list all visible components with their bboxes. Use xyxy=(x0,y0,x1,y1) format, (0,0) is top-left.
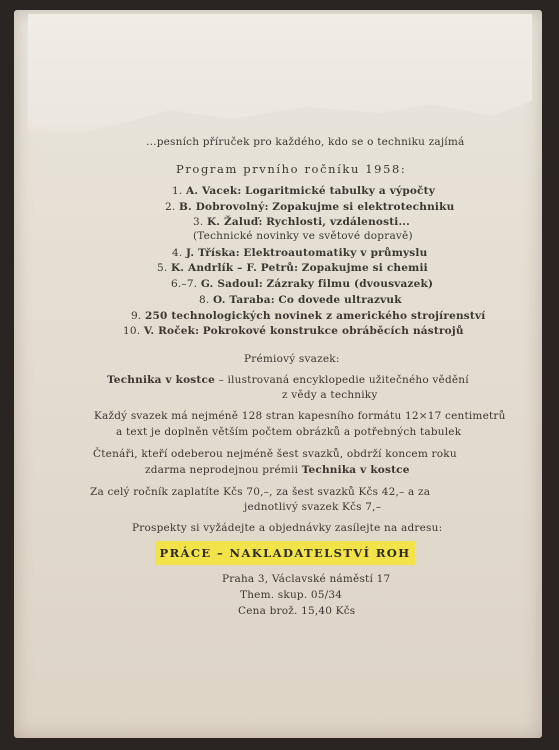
item-title: Zopakujme si chemii xyxy=(301,262,428,274)
item-title: Co dovede ultrazvuk xyxy=(278,294,402,306)
premium-description-2: z vědy a techniky xyxy=(282,389,378,401)
price-line-2: jednotlivý svazek Kčs 7,– xyxy=(244,501,382,513)
item-author: V. Roček: xyxy=(143,325,200,337)
orders-line: Prospekty si vyžádejte a objednávky zasílejte na adresu: xyxy=(132,522,443,534)
premium-name: Technika v kostce xyxy=(107,374,215,386)
price-label: Cena brož. 15,40 Kčs xyxy=(238,605,356,617)
program-item-9 xyxy=(131,310,485,322)
item-title: 250 technologických novinek z amerického strojírenství xyxy=(144,310,486,322)
premium-description: – ilustrovaná encyklopedie užitečného vědění xyxy=(218,374,469,386)
item-number: 1. xyxy=(172,185,183,197)
readers-text: zdarma neprodejnou prémii xyxy=(145,464,299,476)
price-line-1: Za celý ročník zaplatíte Kčs 70,–, za šest svazků Kčs 42,– a za xyxy=(90,486,431,498)
item-author: B. Dobrovolný: xyxy=(178,201,269,213)
item-title: Rychlosti, vzdálenosti... xyxy=(266,216,411,228)
intro-line: …pesních příruček pro každého, kdo se o techniku zajímá xyxy=(146,136,465,148)
item-number: 9. xyxy=(131,310,142,322)
publisher-address: Praha 3, Václavské náměstí 17 xyxy=(222,573,391,585)
item-author: A. Vacek: xyxy=(185,185,242,197)
item-author: O. Taraba: xyxy=(212,294,275,306)
item-author: K. Andrlík – F. Petrů: xyxy=(170,262,299,274)
item-number: 5. xyxy=(157,262,168,274)
program-item-8 xyxy=(199,294,402,306)
program-item-4 xyxy=(172,247,427,259)
item-title: Logaritmické tabulky a výpočty xyxy=(245,185,436,197)
item-number: 4. xyxy=(172,247,183,259)
item-number: 3. xyxy=(193,216,204,228)
item-number: 6.–7. xyxy=(171,278,198,290)
premium-heading: Prémiový svazek: xyxy=(244,353,340,365)
premium-line xyxy=(107,374,469,386)
publisher-name: PRÁCE – NAKLADATELSTVÍ ROH xyxy=(155,541,415,565)
program-item-5 xyxy=(157,262,428,274)
program-title: Program prvního ročníku 1958: xyxy=(176,162,407,176)
item-title: Pokrokové konstrukce obráběcích nástrojů xyxy=(202,325,464,337)
program-item-1 xyxy=(172,185,435,197)
item-number: 2. xyxy=(165,201,176,213)
item-title: Zázraky filmu (dvousvazek) xyxy=(266,278,434,290)
program-item-10 xyxy=(123,325,464,337)
item-number: 10. xyxy=(123,325,141,337)
item-author: K. Žaluď: xyxy=(206,216,263,228)
item-author: G. Sadoul: xyxy=(200,278,263,290)
item-title: Zopakujme si elektrotechniku xyxy=(272,201,455,213)
format-line-2: a text je doplněn větším počtem obrázků a potřebných tabulek xyxy=(116,426,462,438)
readers-premium-name: Technika v kostce xyxy=(301,464,410,476)
readers-line-2 xyxy=(145,464,410,476)
program-item-2 xyxy=(165,201,454,213)
item-author: J. Tříska: xyxy=(185,247,240,259)
readers-line-1: Čtenáři, kteří odeberou nejméně šest svazků, obdrží koncem roku xyxy=(93,448,457,460)
item-number: 8. xyxy=(199,294,210,306)
program-item-3 xyxy=(193,216,410,228)
format-line-1: Každý svazek má nejméně 128 stran kapesního formátu 12×17 centimetrů xyxy=(94,410,506,422)
program-item-6-7 xyxy=(171,278,433,290)
program-item-3-subtitle: (Technické novinky ve světové dopravě) xyxy=(193,230,413,242)
item-title: Elektroautomatiky v průmyslu xyxy=(243,247,428,259)
thematic-group: Them. skup. 05/34 xyxy=(240,589,343,601)
